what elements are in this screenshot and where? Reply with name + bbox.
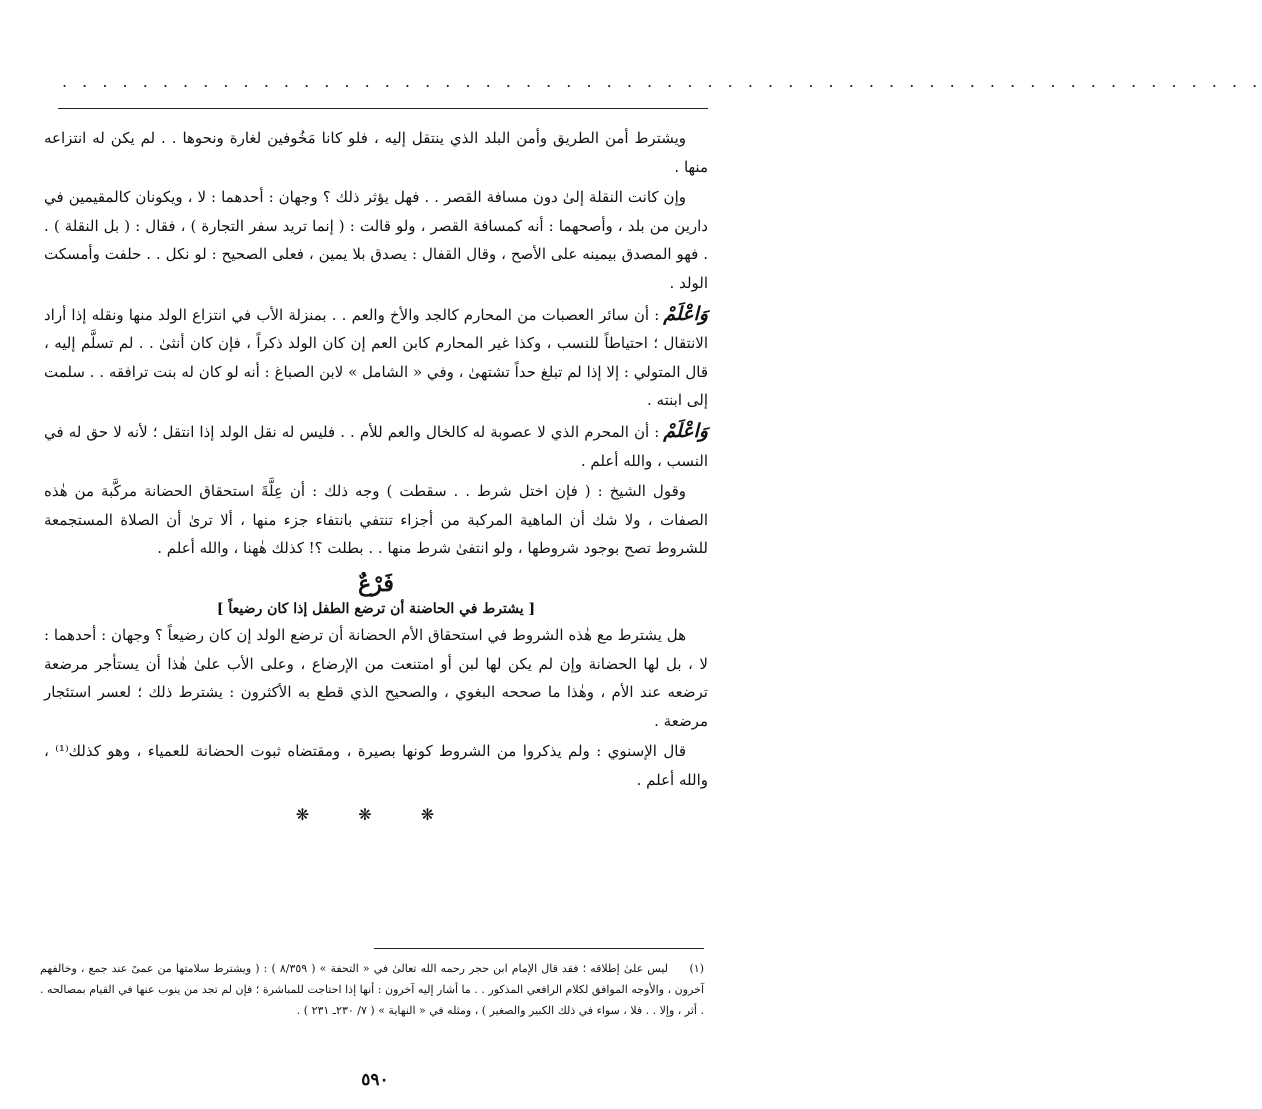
ornamental-label: وَاعْلَمْ — [663, 419, 708, 442]
section-title: فَرْعٌ — [358, 570, 394, 597]
header-dotted-line: . . . . . . . . . . . . . . . . . . . . . . . . . . . . . . . . . . . . . . . . . . . . . . . . . . . . . . . . . . . . — [62, 72, 1262, 91]
page-number: ٥٩٠ — [361, 1070, 389, 1090]
footnote-text: ليس علىٰ إطلاقه ؛ فقد قال الإمام ابن حجر رحمه الله تعالىٰ في « التحفة » ( ٨/٣٥٩ ) : ( ويشترط سلامتها من عمىً عند جمع ، وخالفهم آخرون ، والأوجه الموافق لكلام الرافعي المذكور . . ما أشار إليه آخرون : أنها إذا احتاجت للمباشرة ؛ فإن لم تجد من ينوب عنها في القيام بمصالحه . . أثر ، وإلا . . فلا ، سواء في ذلك الكبير والصغير ) ، ومثله في « النهاية » ( ٧/ ٢٣٠ـ ٢٣١ ) . — [40, 962, 704, 1017]
paragraph-7: قال الإسنوي : ولم يذكروا من الشروط كونها بصيرة ، ومقتضاه ثبوت الحضانة للعمياء ، وهو كذلك⁽¹⁾ ، والله أعلم . — [44, 742, 708, 789]
footnote-number: (١) — [689, 962, 704, 975]
paragraph-3: وَاعْلَمْ: أن سائر العصبات من المحارم كالجد والأخ والعم . . بمنزلة الأب في انتزاع الولد منها ونقله إذا أراد الانتقال ؛ احتياطاً للنسب ، وكذا غير المحارم كابن العم إن كان الولد ذكراً ، فإن كان أنثىٰ . . لم تسلَّم إليه ، قال المتولي : إلا إذا لم تبلغ حداً تشتهىٰ ، وفي « الشامل » لابن الصباغ : أنه لو كان له بنت ترافقه . . سلمت إلى ابنته . — [44, 302, 708, 410]
section-heading — [44, 571, 708, 621]
header-rule — [58, 108, 708, 109]
paragraph-5: وقول الشيخ : ( فإن اختل شرط . . سقطت ) وجه ذلك : أن عِلَّةَ استحقاق الحضانة مركَّبة من هٰذه الصفات ، ولا شك أن الماهية المركبة من أجزاء تنتفي بانتفاء جزء منها ، ألا ترىٰ أن الصلاة المستجمعة للشروط تصح بوجود شروطها ، ولو انتفىٰ شرط منها . . بطلت ؟! كذلك هٰهنا ، والله أعلم . — [44, 482, 708, 558]
footnote-rule — [374, 948, 704, 949]
paragraph-6: هل يشترط مع هٰذه الشروط في استحقاق الأم الحضانة أن ترضع الولد إن كان رضيعاً ؟ وجهان : أحدهما : لا ، بل لها الحضانة وإن لم يكن لها لبن أو امتنعت من الإرضاع ، وعلى الأب علىٰ هٰذا أن يستأجر مرضعة ترضعه عند الأم ، وهٰذا ما صححه البغوي ، والصحيح الذي قطع به الأكثرون : يشترط ذلك ؛ لعسر استئجار مرضعة . — [44, 625, 708, 730]
section-separator-stars: ❋ ❋ ❋ — [295, 805, 457, 825]
paragraph-4: وَاعْلَمْ: أن المحرم الذي لا عصوبة له كالخال والعم للأم . . فليس له نقل الولد إذا انتقل ؛ لأنه لا حق له في النسب ، والله أعلم . — [44, 419, 708, 470]
section-subtitle: [ يشترط في الحاضنة أن ترضع الطفل إذا كان رضيعاً ] — [216, 600, 536, 617]
paragraph-2: وإن كانت النقلة إلىٰ دون مسافة القصر . . فهل يؤثر ذلك ؟ وجهان : أحدهما : لا ، ويكونان كالمقيمين في دارين من بلد ، وأصحهما : أنه كمسافة القصر ، ولو قالت : ( إنما تريد سفر التجارة ) ، فقال : ( بل النقلة ) . . فهو المصدق بيمينه على الأصح ، وقال القفال : يصدق بلا يمين ، فعلى الصحيح : لو نكل . . حلفت وأمسكت الولد . — [44, 188, 708, 292]
main-text — [44, 124, 708, 828]
footnote — [40, 958, 704, 1021]
ornamental-label: وَاعْلَمْ — [663, 302, 708, 325]
paragraph-1: ويشترط أمن الطريق وأمن البلد الذي ينتقل إليه ، فلو كانا مَخُوفين لغارة ونحوها . . لم يكن له انتزاعه منها . — [44, 129, 708, 176]
